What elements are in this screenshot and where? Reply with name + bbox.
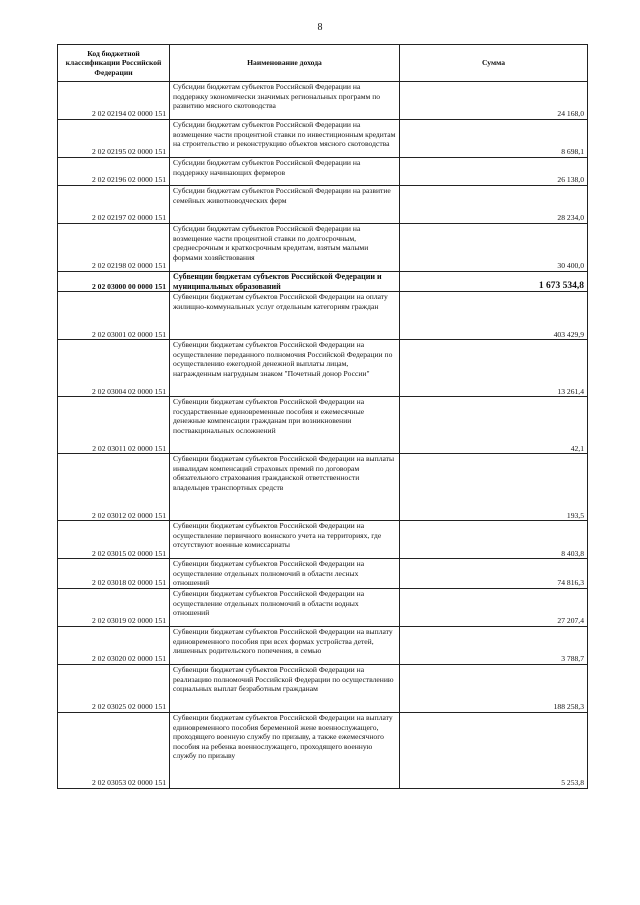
code-cell: 2 02 03004 02 0000 151 [58,340,170,397]
table-row [58,82,588,120]
code-cell: 2 02 03015 02 0000 151 [58,521,170,559]
name-cell: Субвенции бюджетам субъектов Российской Федерации на осуществление отдельных полномочий в области водных отношений [170,588,400,626]
code-cell: 2 02 03018 02 0000 151 [58,559,170,589]
name-cell: Субсидии бюджетам субъектов Российской Федерации на возмещение части процентной ставки по долгосрочным, среднесрочным и краткосрочным кредитам, взятым малыми формами хозяйствования [170,224,400,272]
revenue-table [57,44,588,789]
name-cell: Субсидии бюджетам субъектов Российской Федерации на возмещение части процентной ставки по инвестиционным кредитам на строительство и реконструкцию объектов мясного скотоводства [170,120,400,158]
name-cell: Субвенции бюджетам субъектов Российской Федерации на выплаты инвалидам компенсаций страховых премий по договорам обязательного страхования гражданской ответственности владельцев транспортных средств [170,454,400,521]
name-cell: Субвенции бюджетам субъектов Российской Федерации на реализацию полномочий Российской Федерации по осуществлению социальных выплат безработным гражданам [170,664,400,712]
table-body [58,82,588,789]
name-cell: Субвенции бюджетам субъектов Российской Федерации на осуществление первичного воинского учета на территориях, где отсутствуют военные комиссариаты [170,521,400,559]
code-cell: 2 02 02196 02 0000 151 [58,158,170,186]
code-cell: 2 02 03020 02 0000 151 [58,626,170,664]
table-row [58,626,588,664]
sum-cell: 74 816,3 [400,559,588,589]
header-code: Код бюджетной классификации Российской Федерации [58,45,170,82]
sum-cell: 28 234,0 [400,186,588,224]
sum-cell: 26 138,0 [400,158,588,186]
code-cell: 2 02 03025 02 0000 151 [58,664,170,712]
table-row [58,186,588,224]
name-cell: Субвенции бюджетам субъектов Российской Федерации на государственные единовременные пособия и ежемесячные денежные компенсации гражданам при возникновении поствакцинальных осложнений [170,397,400,454]
table-row [58,559,588,589]
table-row [58,340,588,397]
sum-cell: 8 403,8 [400,521,588,559]
name-cell: Субвенции бюджетам субъектов Российской Федерации на оплату жилищно-коммунальных услуг отдельным категориям граждан [170,292,400,340]
sum-cell: 13 261,4 [400,340,588,397]
code-cell: 2 02 02194 02 0000 151 [58,82,170,120]
name-cell: Субсидии бюджетам субъектов Российской Федерации на поддержку экономически значимых региональных программ по развитию мясного скотоводства [170,82,400,120]
sum-cell: 403 429,9 [400,292,588,340]
sum-cell: 42,1 [400,397,588,454]
code-cell: 2 02 03000 00 0000 151 [58,272,170,292]
name-cell: Субсидии бюджетам субъектов Российской Федерации на поддержку начинающих фермеров [170,158,400,186]
name-cell: Субвенции бюджетам субъектов Российской Федерации на выплату единовременного пособия при всех формах устройства детей, лишенных родительского попечения, в семью [170,626,400,664]
table-row [58,120,588,158]
name-cell: Субвенции бюджетам субъектов Российской Федерации на осуществление отдельных полномочий в области лесных отношений [170,559,400,589]
sum-cell: 27 207,4 [400,588,588,626]
table-row [58,224,588,272]
sum-cell: 3 788,7 [400,626,588,664]
sum-cell: 193,5 [400,454,588,521]
table-row [58,712,588,788]
page-number: 8 [317,22,323,33]
table-row [58,588,588,626]
code-cell: 2 02 03019 02 0000 151 [58,588,170,626]
code-cell: 2 02 02195 02 0000 151 [58,120,170,158]
code-cell: 2 02 02197 02 0000 151 [58,186,170,224]
sum-cell: 8 698,1 [400,120,588,158]
code-cell: 2 02 02198 02 0000 151 [58,224,170,272]
code-cell: 2 02 03011 02 0000 151 [58,397,170,454]
table-row [58,454,588,521]
sum-cell: 1 673 534,8 [400,272,588,292]
table-row [58,397,588,454]
header-name: Наименование дохода [170,45,400,82]
code-cell: 2 02 03012 02 0000 151 [58,454,170,521]
table-row [58,664,588,712]
name-cell: Субвенции бюджетам субъектов Российской Федерации на осуществление переданного полномочия Российской Федерации по осуществлению ежегодной денежной выплаты лицам, награжденным нагрудным знаком "Почетный донор России" [170,340,400,397]
table-header-row [58,45,588,82]
sum-cell: 188 258,3 [400,664,588,712]
name-cell: Субвенции бюджетам субъектов Российской Федерации на выплату единовременного пособия беременной жене военнослужащего, проходящего военную службу по призыву, а также ежемесячного пособия на ребенка военнослужащего, проходящего военную службу по призыву [170,712,400,788]
sum-cell: 5 253,8 [400,712,588,788]
name-cell: Субвенции бюджетам субъектов Российской Федерации и муниципальных образований [170,272,400,292]
code-cell: 2 02 03053 02 0000 151 [58,712,170,788]
table-row [58,158,588,186]
code-cell: 2 02 03001 02 0000 151 [58,292,170,340]
name-cell: Субсидии бюджетам субъектов Российской Федерации на развитие семейных животноводческих ферм [170,186,400,224]
header-sum: Сумма [400,45,588,82]
sum-cell: 24 168,0 [400,82,588,120]
table-row [58,272,588,292]
table-row [58,521,588,559]
sum-cell: 30 400,0 [400,224,588,272]
table-row [58,292,588,340]
